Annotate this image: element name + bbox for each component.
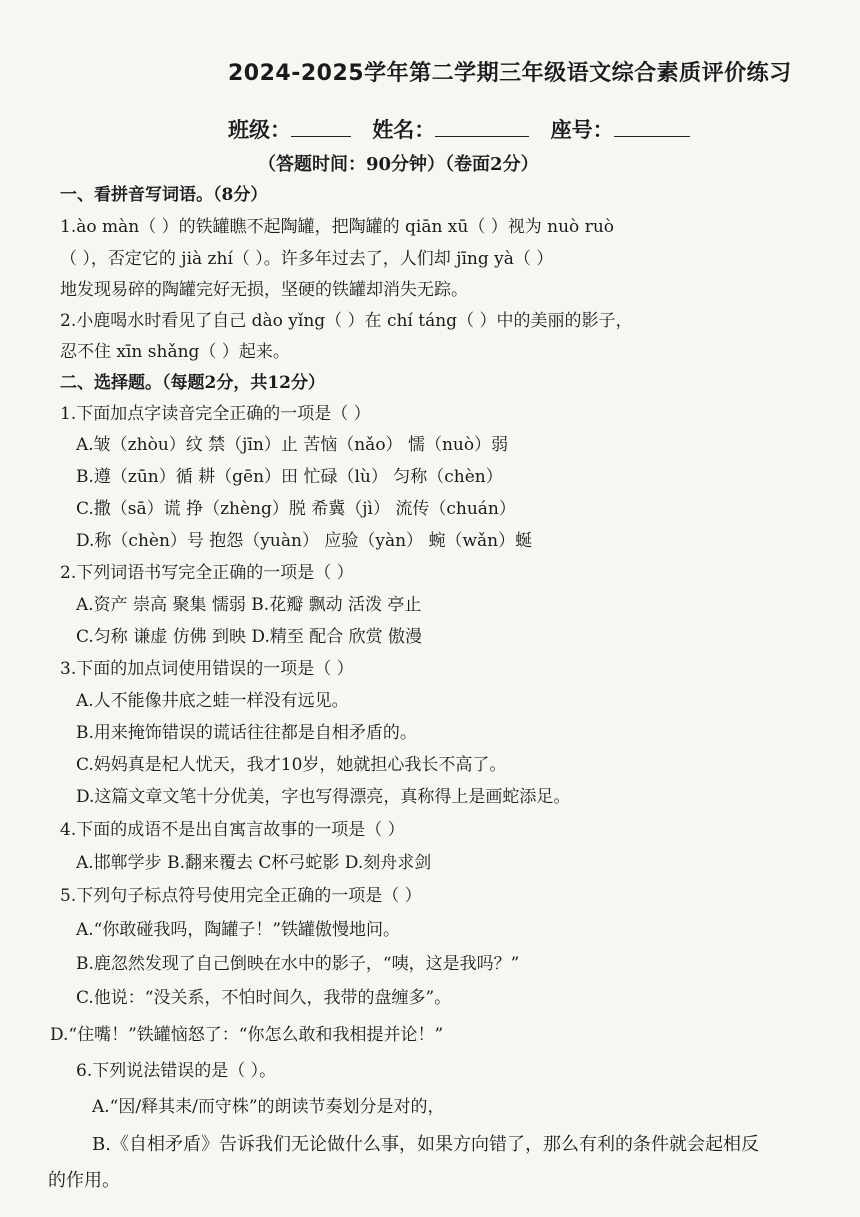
- option-line: D.这篇文章文笔十分优美，字也写得漂亮，真称得上是画蛇添足。: [76, 787, 571, 807]
- section-heading: 一、看拼音写词语。（8分）: [60, 185, 268, 205]
- class-blank[interactable]: [291, 116, 351, 137]
- exam-title: 2024-2025学年第二学期三年级语文综合素质评价练习: [228, 61, 792, 86]
- option-line: A.人不能像井底之蛙一样没有远见。: [76, 691, 349, 711]
- section-heading: 二、选择题。（每题2分，共12分）: [60, 373, 325, 393]
- name-blank[interactable]: [435, 116, 529, 137]
- option-line: C.他说：“没关系，不怕时间久，我带的盘缠多”。: [76, 988, 452, 1008]
- name-label: 姓名：: [372, 118, 436, 142]
- option-line: B.《自相矛盾》告诉我们无论做什么事，如果方向错了，那么有利的条件就会起相反: [92, 1134, 759, 1155]
- question: 4.下面的成语不是出自寓言故事的一项是（ ）: [60, 820, 405, 840]
- option-line: D.称（chèn）号 抱怨（yuàn） 应验（yàn） 蜿（wǎn）蜒: [76, 531, 533, 551]
- question: 6.下列说法错误的是（ ）。: [76, 1061, 277, 1081]
- text-line: （ ），否定它的 jià zhí（ ）。许多年过去了，人们却 jīng yà（ ）: [60, 249, 554, 269]
- text-line: 2.小鹿喝水时看见了自己 dào yǐng（ ）在 chí táng（ ）中的美丽的影子，: [60, 311, 633, 331]
- option-line: 的作用。: [48, 1170, 120, 1191]
- option-line: A.“因/释其耒/而守株”的朗读节奏划分是对的，: [92, 1097, 445, 1117]
- seat-blank[interactable]: [614, 116, 690, 137]
- option-line: A.皱（zhòu）纹 禁（jīn）止 苦恼（nǎo） 懦（nuò）弱: [76, 435, 509, 455]
- question: 3.下面的加点词使用错误的一项是（ ）: [60, 659, 354, 679]
- option-line: A.资产 崇高 聚集 懦弱 B.花瓣 飘动 活泼 亭止: [76, 595, 422, 615]
- class-label: 班级：: [228, 118, 291, 142]
- text-line: 地发现易碎的陶罐完好无损，坚硬的铁罐却消失无踪。: [60, 280, 468, 300]
- option-line: C.匀称 谦虚 仿佛 到映 D.精至 配合 欣赏 傲漫: [76, 627, 423, 647]
- question: 1.下面加点字读音完全正确的一项是（ ）: [60, 404, 371, 424]
- option-line: C.妈妈真是杞人忧天，我才10岁，她就担心我长不高了。: [76, 755, 507, 775]
- option-line: A.“你敢碰我吗，陶罐子！”铁罐傲慢地问。: [76, 920, 401, 940]
- option-line: B.遵（zūn）循 耕（gēn）田 忙碌（lù） 匀称（chèn）: [76, 467, 503, 487]
- option-line: B.鹿忽然发现了自己倒映在水中的影子，“咦，这是我吗？”: [76, 954, 520, 974]
- text-line: 忍不住 xīn shǎng（ ）起来。: [60, 342, 290, 362]
- option-line: A.邯郸学步 B.翻来覆去 C杯弓蛇影 D.刻舟求剑: [76, 853, 432, 873]
- text-line: 1.ào màn（ ）的铁罐瞧不起陶罐，把陶罐的 qiān xū（ ）视为 nuò ruò: [60, 217, 615, 237]
- option-line: C.撒（sā）谎 挣（zhèng）脱 希冀（jì） 流传（chuán）: [76, 499, 516, 519]
- question: 5.下列句子标点符号使用完全正确的一项是（ ）: [60, 886, 422, 906]
- question: 2.下列词语书写完全正确的一项是（ ）: [60, 563, 354, 583]
- exam-subtitle: （答题时间：90分钟）（卷面2分）: [258, 154, 539, 175]
- option-line: D.“住嘴！”铁罐恼怒了：“你怎么敢和我相提并论！”: [50, 1025, 444, 1045]
- student-info-row: [228, 114, 688, 144]
- seat-label: 座号：: [550, 118, 614, 142]
- option-line: B.用来掩饰错误的谎话往往都是自相矛盾的。: [76, 723, 417, 743]
